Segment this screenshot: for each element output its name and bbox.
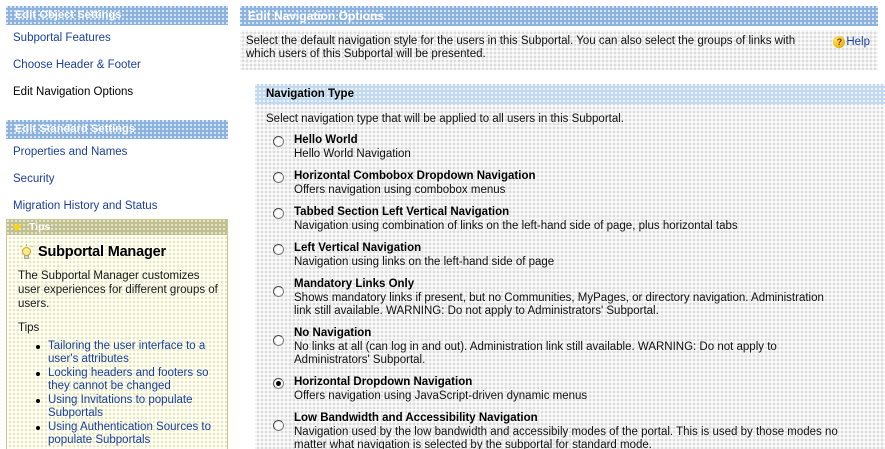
radio-option-horizontal-dropdown-navigation[interactable] [255,376,885,403]
radio-option-title: Horizontal Combobox Dropdown Navigation [294,170,536,182]
radio-option-description: Navigation used by the low bandwidth and accessibily modes of the portal. This is used by those modes no matter what navigation is selected by the subportal for standard mode. [294,426,838,449]
sidebar-item-properties-and-names[interactable]: Properties and Names [13,146,128,158]
radio-option-title: Mandatory Links Only [294,278,415,290]
sidebar-item-security[interactable]: Security [13,173,55,185]
list-item[interactable]: Locking headers and footers so they cannot be changed [48,367,218,393]
navigation-type-lead: Select navigation type that will be applied to all users in this Subportal. [266,113,624,125]
sidebar-section-header-object-settings: Edit Object Settings [6,6,228,25]
tips-panel-body [7,235,227,449]
list-item[interactable]: Using Authentication Sources to populate Subportals [48,421,218,447]
radio-button[interactable] [273,172,284,183]
sidebar-item-migration-history-and-status[interactable]: Migration History and Status [13,200,158,212]
tips-panel-header-label: Tips [29,221,51,233]
radio-option-title: Left Vertical Navigation [294,242,422,254]
tips-title: Subportal Manager [38,244,166,260]
sidebar-section-header-standard-settings: Edit Standard Settings [6,120,228,139]
sidebar-item-subportal-features[interactable]: Subportal Features [13,32,111,44]
radio-option-no-navigation[interactable] [255,327,885,367]
sidebar [0,0,232,449]
radio-option-horizontal-combobox-dropdown-navigation[interactable] [255,170,885,197]
radio-button[interactable] [273,420,284,431]
radio-option-description: Offers navigation using combobox menus [294,184,506,196]
help-link-label: Help [846,36,870,48]
navigation-type-panel [255,84,885,449]
help-icon: ? [833,36,845,48]
tips-description: The Subportal Manager customizes user experiences for different groups of users. [18,270,218,310]
page-title: Edit Navigation Options [240,6,878,26]
triangle-down-icon[interactable] [12,225,22,231]
navigation-type-panel-body [255,105,885,449]
radio-option-title: Horizontal Dropdown Navigation [294,376,473,388]
lightbulb-icon [20,245,33,260]
radio-option-description: No links at all (can log in and out). Administration link still available. WARNING: Do not apply to Administrators' Subportal. [294,341,777,366]
radio-option-low-bandwidth-and-accessibility-navigation[interactable] [255,412,885,449]
main-content [240,0,885,449]
sidebar-section-object-settings [0,6,232,106]
tips-panel-header[interactable] [7,220,227,235]
tips-panel [6,219,228,449]
radio-button[interactable] [273,335,284,346]
intro-text: Select the default navigation style for the users in this Subportal. You can also select the groups of links with which users of this Subportal will be presented. [246,35,796,60]
radio-option-tabbed-section-left-vertical-navigation[interactable] [255,206,885,233]
radio-option-description: Navigation using links on the left-hand side of page [294,256,555,268]
sidebar-item-choose-header-footer[interactable]: Choose Header & Footer [13,59,141,71]
sidebar-item-edit-navigation-options[interactable]: Edit Navigation Options [13,86,134,98]
navigation-type-panel-header: Navigation Type [255,84,885,105]
help-link[interactable] [833,30,878,48]
radio-option-hello-world[interactable] [255,134,885,161]
intro-bar [240,30,878,70]
sidebar-section-standard-settings [0,120,232,220]
radio-button-selected[interactable] [273,378,284,389]
radio-button[interactable] [273,286,284,297]
radio-button[interactable] [273,244,284,255]
radio-option-title: Tabbed Section Left Vertical Navigation [294,206,510,218]
radio-button[interactable] [273,136,284,147]
radio-option-left-vertical-navigation[interactable] [255,242,885,269]
tips-list-label: Tips [18,322,40,334]
radio-option-mandatory-links-only[interactable] [255,278,885,318]
list-item[interactable]: Tailoring the user interface to a user's attributes [48,340,218,366]
radio-option-title: No Navigation [294,327,372,339]
radio-option-description: Shows mandatory links if present, but no Communities, MyPages, or directory navigation. Administration link still available. WARNING: Do not apply to Administrators' Subportal. [294,292,824,317]
tips-title-row [20,244,218,260]
radio-button[interactable] [273,208,284,219]
list-item[interactable]: Using Invitations to populate Subportals [48,394,218,420]
radio-option-title: Low Bandwidth and Accessibility Navigation [294,412,538,424]
radio-option-description: Navigation using combination of links on the left-hand side of page, plus horizontal tabs [294,220,738,232]
radio-option-description: Offers navigation using JavaScript-driven dynamic menus [294,390,588,402]
radio-option-title: Hello World [294,134,358,146]
radio-option-description: Hello World Navigation [294,148,411,160]
tips-link-list [16,340,218,447]
